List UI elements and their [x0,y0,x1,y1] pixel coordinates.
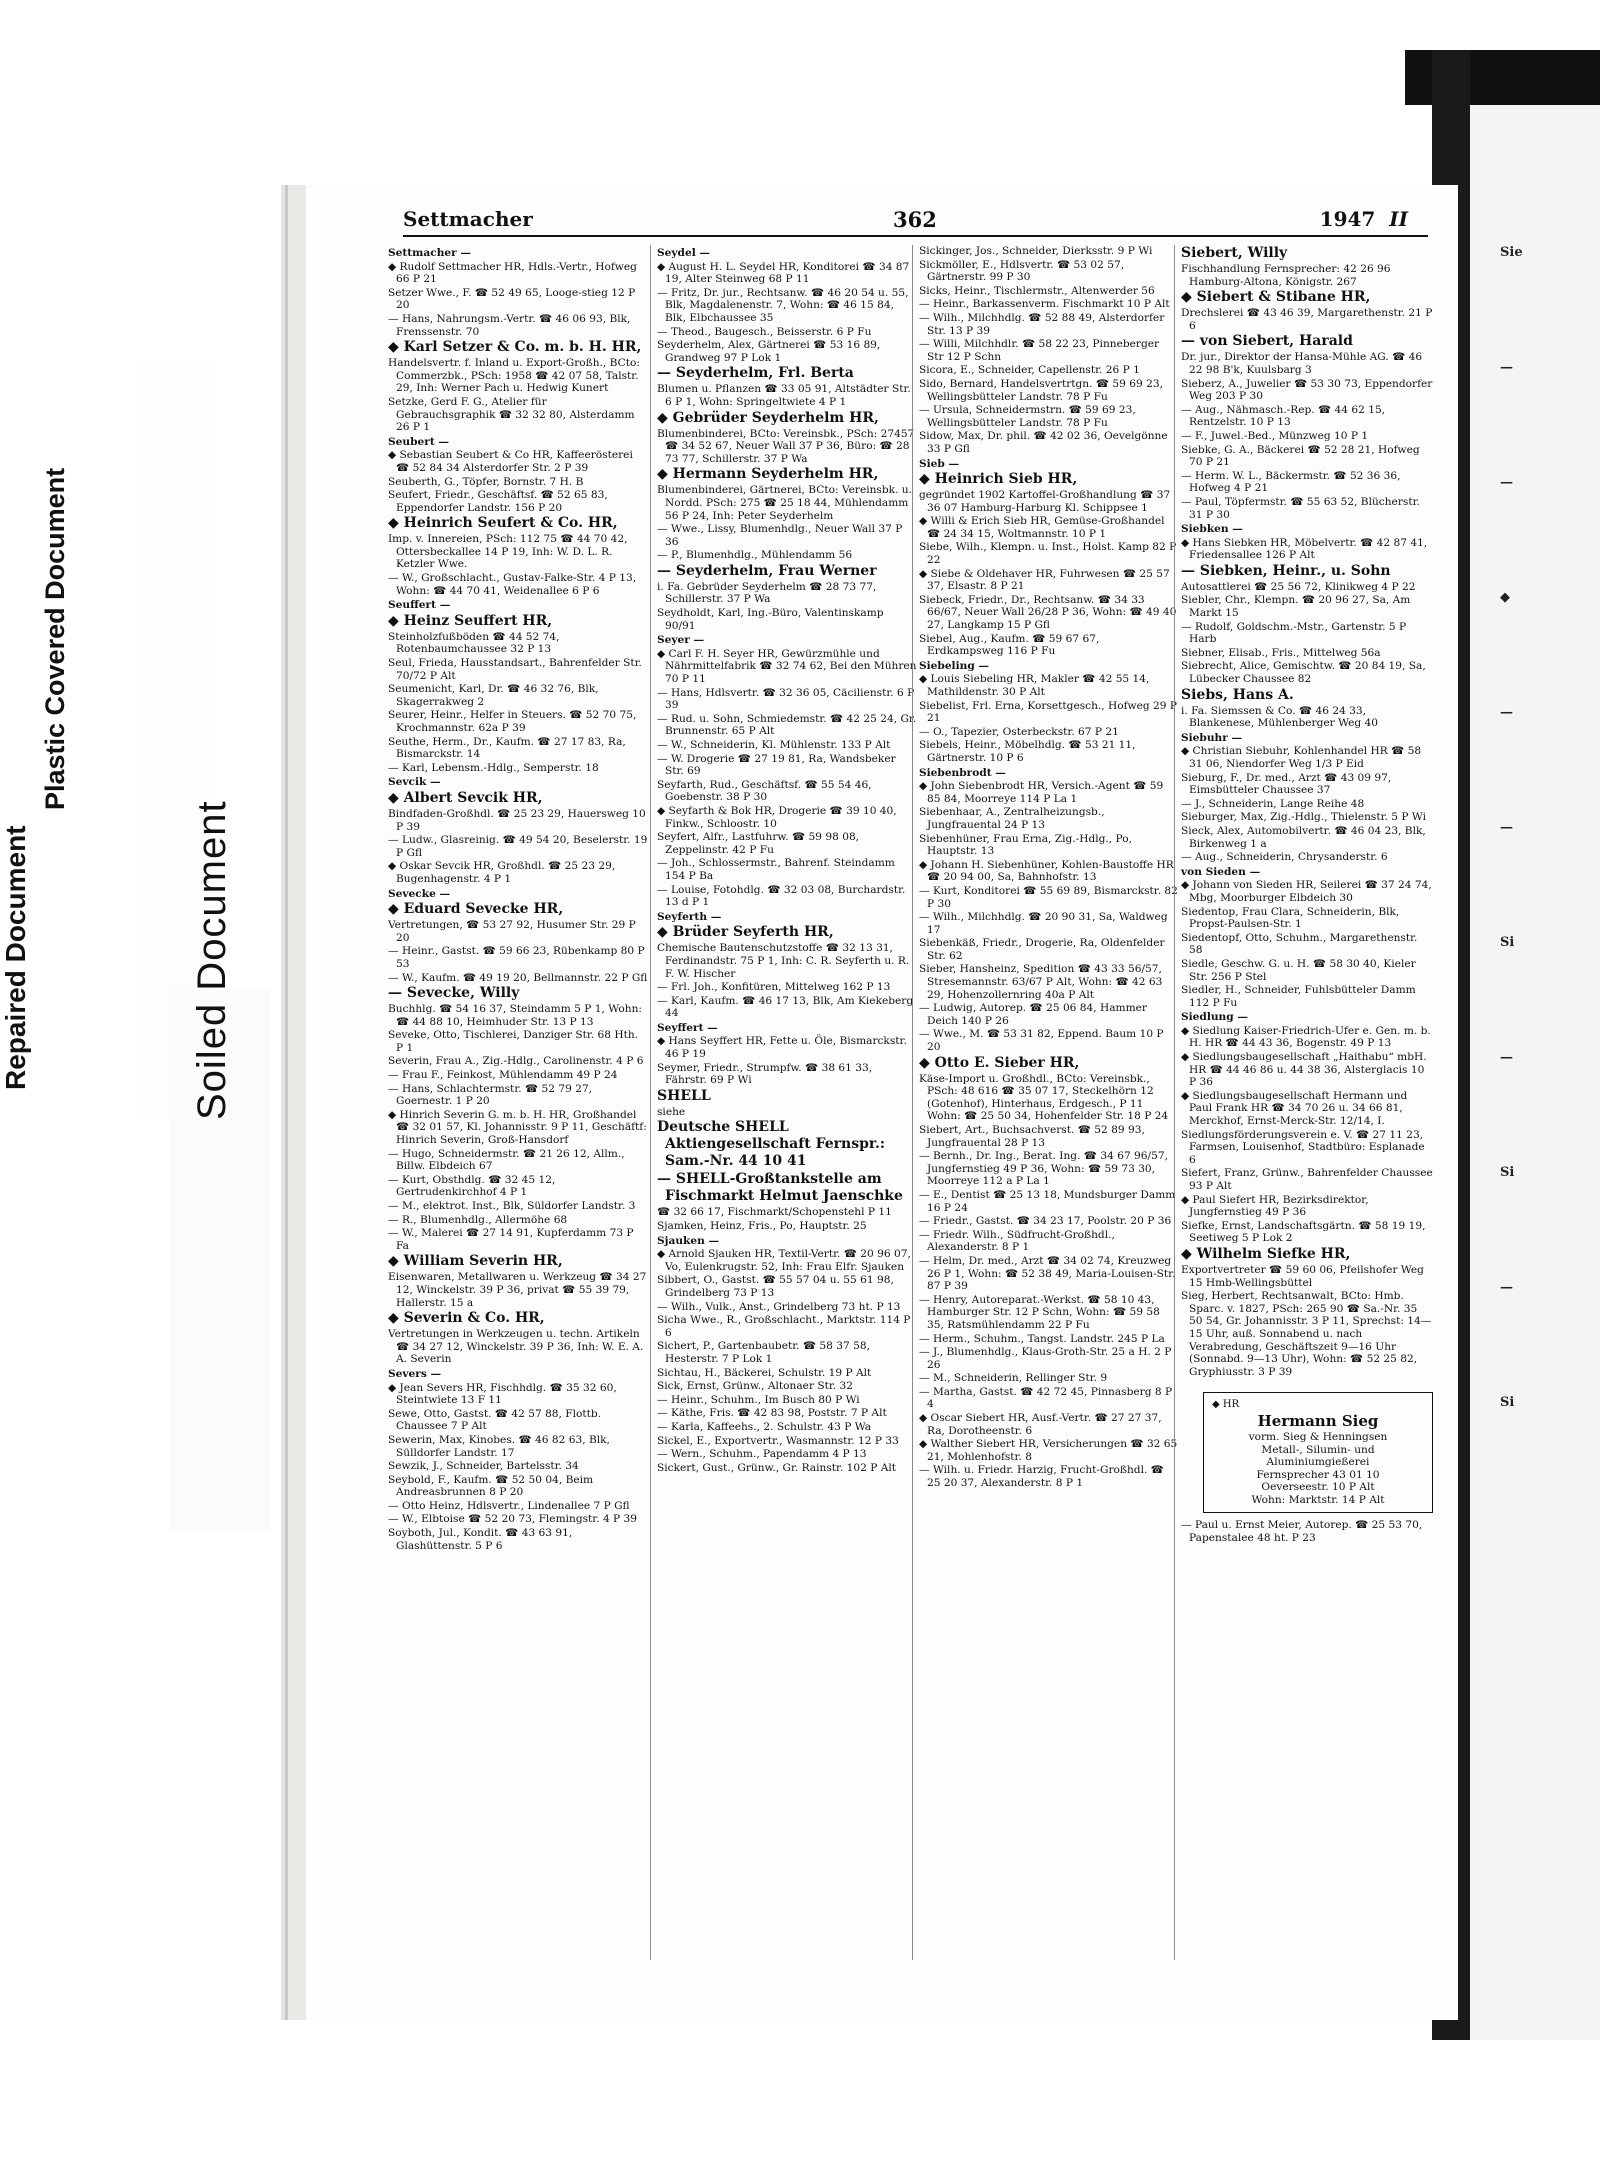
directory-entry: — Hugo, Schneidermstr. ☎ 21 26 12, Allm., Billw. Elbdeich 67 [388,1147,625,1173]
directory-entry: Steinholzfußböden ☎ 44 52 74, Rotenbaumchaussee 32 P 13 [388,630,560,656]
directory-entry: — Herm., Schuhm., Tangst. Landstr. 245 P La [919,1332,1165,1345]
directory-entry: — W., Elbtoise ☎ 52 20 73, Flemingstr. 4 P 39 [388,1513,638,1526]
directory-entry: Sieburg, F., Dr. med., Arzt ☎ 43 09 97, Eimsbütteler Chaussee 37 [1181,771,1392,797]
directory-entry: Sickmöller, E., Hdlsvertr. ☎ 53 02 57, Gärtnerstr. 99 P 30 [919,258,1125,284]
directory-entry: — Hans, Hdlsvertr. ☎ 32 36 05, Cäcilienstr. 6 P 39 [657,686,915,712]
directory-entry: — Käthe, Fris. ☎ 42 83 98, Poststr. 7 P Alt [657,1407,887,1420]
directory-entry: Sido, Bernard, Handelsvertrtgn. ☎ 59 69 23, Wellingsbütteler Landstr. 78 P Fu [919,377,1163,403]
directory-entry: — Ludw., Glasreinig. ☎ 49 54 20, Beselerstr. 19 P Gfl [388,834,648,859]
page-number: 362 [893,207,937,232]
directory-entry: Siebeck, Friedr., Dr., Rechtsanw. ☎ 34 33 66/67, Neuer Wall 26/28 P 36, Wohn: ☎ 49 40 27, Langkamp 15 P Gfl [919,593,1177,632]
adjacent-page-fragment: Sie [1500,245,1523,260]
directory-entry: Sichtau, H., Bäckerei, Schulstr. 19 P Alt [657,1366,872,1379]
directory-entry: — M., elektrot. Inst., Blk, Süldorfer Landstr. 3 [388,1200,636,1212]
directory-entry: Siebenhaar, A., Zentralheizungsb., Jungfrauental 24 P 13 [919,806,1105,831]
section-heading: Seubert — [388,435,449,448]
directory-entry: — R., Blumenhdlg., Allermöhe 68 [388,1213,568,1226]
directory-entry: Sewe, Otto, Gastst. ☎ 42 57 88, Flottb. Chaussee 7 P Alt [388,1407,602,1433]
directory-entry: ◆ Siedlungsbaugesellschaft „Haithabu“ mbH. HR ☎ 44 46 86 u. 44 38 36, Alsterglacis 10 P 36 [1181,1051,1427,1089]
directory-entry: Käse-Import u. Großhdl., BCto: Vereinsbk., PSch: 48 616 ☎ 35 07 17, Steckelhörn 12 (Gotenhof), Hinterhaus, Erdgesch., P 11 Wohn: ☎ 25 50 34, Hohenfelder Str. 18 P 24 [919,1072,1169,1123]
directory-entry: Seymer, Friedr., Strumpfw. ☎ 38 61 33, Fährstr. 69 P Wi [657,1061,873,1087]
directory-entry: Seyfert, Alfr., Lastfuhrw. ☎ 59 98 08, Zeppelinstr. 42 P Fu [657,831,860,856]
directory-entry: Fischhandlung Fernsprecher: 42 26 96 Hamburg-Altona, Königstr. 267 [1181,263,1391,288]
directory-entry: — Frl. Joh., Konfitüren, Mittelweg 162 P 13 [657,981,891,994]
directory-entry: — Ursula, Schneidermstrn. ☎ 59 69 23, Wellingsbütteler Landstr. 78 P Fu [919,404,1136,429]
directory-entry: ◆ Christian Siebuhr, Kohlenhandel HR ☎ 58 31 06, Niendorfer Weg 1/3 P Eid [1181,745,1422,770]
directory-entry: — Karla, Kaffeehs., 2. Schulstr. 43 P Wa [657,1420,872,1433]
directory-entry: Sicora, E., Schneider, Capellenstr. 26 P 1 [919,364,1140,377]
directory-entry: ◆ Karl Setzer & Co. m. b. H. HR, [388,339,642,356]
directory-entry: ◆ Heinrich Seufert & Co. HR, [388,515,618,532]
directory-entry: Siebrecht, Alice, Gemischtw. ☎ 20 84 19, Sa, Lübecker Chaussee 82 [1181,660,1426,686]
directory-entry: ◆ Jean Severs HR, Fischhdlg. ☎ 35 32 60, Steintwiete 13 F 11 [388,1381,617,1407]
directory-entry: ☎ 32 66 17, Fischmarkt/Schopenstehl P 11 [657,1206,892,1219]
directory-entry: Seuthe, Herm., Dr., Kaufm. ☎ 27 17 83, Ra, Bismarckstr. 14 [388,735,626,761]
column-1 [388,245,648,1960]
directory-entry: Siebert, Willy [1181,245,1288,261]
directory-entry: — Theod., Baugesch., Beisserstr. 6 P Fu [657,325,872,338]
section-heading: Sieb — [919,457,960,470]
directory-entry: — Heinr., Gastst. ☎ 59 66 23, Rübenkamp 80 P 53 [388,945,645,970]
section-heading: Sevecke — [388,887,451,900]
ad-line: Metall-, Silumin- und [1261,1443,1375,1456]
directory-entry: ◆ Rudolf Settmacher HR, Hdls.-Vertr., Hofweg 66 P 21 [388,260,637,286]
directory-entry: ◆ Hermann Seyderhelm HR, [657,466,879,483]
directory-entry: Sidow, Max, Dr. phil. ☎ 42 02 36, Oevelgönne 33 P Gfl [919,430,1168,455]
ad-line: Oeverseestr. 10 P Alt [1261,1481,1375,1494]
section-heading: Siebken — [1181,523,1243,536]
directory-entry: — Bernh., Dr. Ing., Berat. Ing. ☎ 34 67 96/57, Jungfernstieg 49 P 36, Wohn: ☎ 59 73 30, Moorreye 112 a P La 1 [919,1150,1168,1188]
section-heading: Seuffert — [388,599,451,612]
directory-entry: ◆ Gebrüder Seyderhelm HR, [657,409,879,426]
section-heading: Siedlung — [1181,1011,1248,1024]
ad-line: vorm. Sieg & Henningsen [1248,1430,1388,1443]
directory-entry: Sickel, E., Exportvertr., Wasmannstr. 12 P 33 [657,1434,899,1447]
directory-entry: Sieck, Alex, Automobilvertr. ☎ 46 04 23, Blk, Birkenweg 1 a [1181,824,1426,850]
directory-entry: ◆ Oscar Siebert HR, Ausf.-Vertr. ☎ 27 27 37, Ra, Dorotheenstr. 6 [919,1412,1162,1437]
directory-entry: — Kurt, Obsthdlg. ☎ 32 45 12, Gertrudenkirchhof 4 P 1 [388,1173,556,1199]
directory-entry: Sichert, P., Gartenbaubetr. ☎ 58 37 58, Hesterstr. 7 P Lok 1 [657,1340,870,1365]
directory-entry: — Otto Heinz, Hdlsvertr., Lindenallee 7 P Gfl [388,1499,630,1512]
section-heading: Seyffert — [657,1021,718,1034]
directory-entry: — Wilh., Vulk., Anst., Grindelberg 73 ht. P 13 [657,1300,901,1313]
directory-entry: Exportvertreter ☎ 59 60 06, Pfeilshofer Weg 15 Hmb-Wellingsbüttel [1181,1263,1424,1289]
directory-entry: — Aug., Nähmasch.-Rep. ☎ 44 62 15, Rentzelstr. 10 P 13 [1181,403,1386,429]
ad-mark: ◆ HR [1212,1399,1240,1411]
directory-entry: — Wilh., Milchhdlg. ☎ 20 90 31, Sa, Waldweg 17 [919,911,1168,936]
directory-entry: — O., Tapezier, Osterbeckstr. 67 P 21 [919,725,1119,738]
directory-entry: ◆ Louis Siebeling HR, Makler ☎ 42 55 14, Mathildenstr. 30 P Alt [919,673,1150,698]
directory-entry: i. Fa. Siemssen & Co. ☎ 46 24 33, Blankenese, Mühlenberger Weg 40 [1181,704,1379,730]
directory-entry: — von Siebert, Harald [1181,333,1353,350]
directory-entry: Setzer Wwe., F. ☎ 52 49 65, Looge-stieg 12 P 20 [388,286,636,312]
directory-entry: Seydholdt, Karl, Ing.-Büro, Valentinskamp 90/91 [657,607,884,632]
directory-entry: Siebels, Heinr., Möbelhdlg. ☎ 53 21 11, Gärtnerstr. 10 P 6 [919,739,1136,764]
directory-entry: Siefke, Ernst, Landschaftsgärtn. ☎ 58 19 19, Seetiweg 5 P Lok 2 [1181,1219,1426,1245]
directory-entry: ◆ William Severin HR, [388,1253,563,1270]
directory-entry: — F., Juwel.-Bed., Münzweg 10 P 1 [1181,429,1369,442]
directory-entry: ◆ Hinrich Severin G. m. b. H. HR, Großhandel ☎ 32 01 57, Kl. Johannisstr. 9 P 11, Geschäftf: Hinrich Severin, Groß-Hansdorf [388,1108,647,1147]
directory-entry: ◆ Siedlung Kaiser-Friedrich-Ufer e. Gen. m. b. H. HR ☎ 44 43 36, Bogenstr. 49 P 13 [1181,1024,1431,1050]
directory-entry: ◆ Johann H. Siebenhüner, Kohlen-Baustoffe HR ☎ 20 94 00, Sa, Bahnhofstr. 13 [919,858,1174,884]
soiled-document-label: Soiled Document [190,800,234,1120]
directory-entry: ◆ Heinrich Sieb HR, [919,471,1078,488]
directory-entry: — Fritz, Dr. jur., Rechtsanw. ☎ 46 20 54 u. 55, Blk, Magdalenenstr. 7, Wohn: ☎ 46 15 84, Blk, Elbchaussee 35 [657,286,909,324]
directory-entry: ◆ Eduard Sevecke HR, [388,901,564,918]
directory-entry: Handelsvertr. f. Inland u. Export-Großh., BCto: Commerzbk., PSch: 1958 ☎ 42 07 58, Talstr. 29, Inh: Werner Pach u. Hedwig Kunert [388,357,640,395]
directory-entry: — J., Blumenhdlg., Klaus-Groth-Str. 25 a H. 2 P 26 [919,1346,1172,1371]
directory-entry: ◆ Severin & Co. HR, [388,1310,545,1327]
section-heading: Seydel — [657,247,710,259]
section-heading: Seyferth — [657,910,722,923]
directory-entry: Seurer, Heinr., Helfer in Steuers. ☎ 52 70 75, Krochmannstr. 62a P 39 [388,709,637,734]
adjacent-page-fragment: ◆ [1500,590,1510,605]
directory-entry: Autosattlerei ☎ 25 56 72, Klinikweg 4 P 22 [1181,580,1416,593]
directory-entry: — W., Großschlacht., Gustav-Falke-Str. 4 P 13, Wohn: ☎ 44 70 41, Weidenallee 6 P 6 [388,572,637,597]
directory-entry: — W., Kaufm. ☎ 49 19 20, Bellmannstr. 22 P Gfl [388,971,648,984]
directory-entry: — Hans, Schlachtermstr. ☎ 52 79 27, Goernestr. 1 P 20 [388,1082,593,1108]
directory-entry: Sewzik, J., Schneider, Bartelsstr. 34 [388,1460,579,1473]
directory-entry: — E., Dentist ☎ 25 13 18, Mundsburger Damm 16 P 24 [919,1188,1176,1214]
adjacent-page-fragment: — [1500,820,1513,835]
section-heading: Siebenbrodt — [919,766,1006,779]
directory-entry: Siebert, Art., Buchsachverst. ☎ 52 89 93, Jungfrauental 28 P 13 [919,1124,1145,1149]
directory-entry: Sieg, Herbert, Rechtsanwalt, BCto: Hmb. Sparc. v. 1827, PSch: 265 90 ☎ Sa.-Nr. 35 50 54, Gr. Johannisstr. 3 P 11, Sprechst: 14—15 Uhr, auß. Sonnabend u. nach Verabredung, Geschäftszeit 9—16 Uhr (Sonnabd. 9—13 Uhr), Wohn: ☎ 52 25 82, Gryphiusstr. 3 P 39 [1181,1290,1432,1378]
adjacent-page-strip [1470,105,1600,2040]
plastic-covered-label: Plastic Covered Document [40,467,70,810]
directory-entry: Imp. v. Innereien, PSch: 112 75 ☎ 44 70 42, Ottersbeckallee 14 P 19, Inh: W. D. L. R. Ketzler Wwe. [388,533,628,571]
running-head: Settmacher [403,207,533,231]
directory-entry: Sjamken, Heinz, Fris., Po, Hauptstr. 25 [657,1220,867,1233]
directory-entry: — Helm, Dr. med., Arzt ☎ 34 02 74, Kreuzweg 26 P 1, Wohn: ☎ 52 38 49, Maria-Louisen-Str. 87 P 39 [919,1254,1176,1293]
directory-entry: Siebenhüner, Frau Erna, Zig.-Hdlg., Po, Hauptstr. 13 [919,832,1132,858]
directory-page [285,185,1458,2020]
directory-entry: Vertretungen, ☎ 53 27 92, Husumer Str. 29 P 20 [388,919,636,944]
directory-entry: Soyboth, Jul., Kondit. ☎ 43 63 91, Glashüttenstr. 5 P 6 [388,1527,573,1552]
directory-entry: — Rudolf, Goldschm.-Mstr., Gartenstr. 5 P Harb [1181,620,1407,646]
directory-entry: Sick, Ernst, Grünw., Altonaer Str. 32 [657,1380,854,1393]
directory-entry: Sicks, Heinr., Tischlermstr., Altenwerder 56 [919,284,1155,297]
directory-entry: Siebler, Chr., Klempn. ☎ 20 96 27, Sa, Am Markt 15 [1181,594,1411,620]
directory-entry: — Wern., Schuhm., Papendamm 4 P 13 [657,1448,867,1461]
directory-entry: — Seyderhelm, Frau Werner [657,562,877,579]
directory-entry: — Wwe., M. ☎ 53 31 82, Eppend. Baum 10 P 20 [919,1028,1164,1054]
directory-entry: ◆ Walther Siebert HR, Versicherungen ☎ 32 65 21, Mohlenhofstr. 8 [919,1438,1178,1463]
directory-entry: ◆ Johann von Sieden HR, Seilerei ☎ 37 24 74, Mbg, Moorburger Elbdeich 30 [1181,879,1432,904]
directory-columns [388,245,1433,1960]
directory-entry: Siebel, Aug., Kaufm. ☎ 59 67 67, Erdkampsweg 116 P Fu [919,632,1100,658]
section-heading: Sjauken — [657,1234,720,1247]
directory-entry: — Siebken, Heinr., u. Sohn [1181,562,1391,579]
adjacent-page-fragment: — [1500,1280,1513,1295]
directory-entry: Sickinger, Jos., Schneider, Dierksstr. 9 P Wi [919,245,1153,257]
directory-entry: Blumenbinderei, BCto: Vereinsbk., PSch: 27457 ☎ 34 52 67, Neuer Wall 37 P 36, Büro: ☎ 28 73 77, Schillerstr. 37 P Wa [657,427,915,465]
column-2 [650,245,917,1960]
directory-entry: — Kurt, Konditorei ☎ 55 69 89, Bismarckstr. 82 P 30 [919,884,1178,910]
directory-entry: — W., Schneiderin, Kl. Mühlenstr. 133 P Alt [657,739,891,751]
directory-entry: ◆ Siebert & Stibane HR, [1181,289,1371,306]
edition-year: 1947 II [1319,207,1408,231]
directory-entry: Sieburger, Max, Zig.-Hdlg., Thielenstr. 5 P Wi [1181,811,1426,824]
section-heading: Seyer — [657,634,705,647]
directory-entry: — Paul, Töpfermstr. ☎ 55 63 52, Blücherstr. 31 P 30 [1181,495,1420,521]
column-4 [1174,245,1433,1960]
directory-entry: Siefert, Franz, Grünw., Bahrenfelder Chaussee 93 P Alt [1181,1167,1433,1192]
directory-entry: — Heinr., Barkassenverm. Fischmarkt 10 P Alt [919,298,1170,311]
directory-entry: Severin, Frau A., Zig.-Hdlg., Carolinenstr. 4 P 6 [388,1055,644,1068]
directory-entry: Siebner, Elisab., Fris., Mittelweg 56a [1181,646,1381,659]
directory-entry: Siedler, H., Schneider, Fuhlsbütteler Damm 112 P Fu [1181,984,1416,1009]
directory-entry: Seul, Frieda, Hausstandsart., Bahrenfelder Str. 70/72 P Alt [388,657,642,682]
directory-entry: — Aug., Schneiderin, Chrysanderstr. 6 [1181,851,1388,864]
directory-entry: ◆ Paul Siefert HR, Bezirksdirektor, Jungfernstieg 49 P 36 [1181,1193,1369,1219]
directory-entry: Seveke, Otto, Tischlerei, Danziger Str. 68 Hth. P 1 [388,1029,639,1054]
directory-entry: — Wilh., Milchhdlg. ☎ 52 88 49, Alsterdorfer Str. 13 P 39 [919,311,1165,337]
directory-entry: Seyderhelm, Alex, Gärtnerei ☎ 53 16 89, Grandweg 97 P Lok 1 [657,339,881,364]
ad-line: Fernsprecher 43 01 10 [1256,1468,1380,1481]
page-header [403,207,1428,237]
directory-entry: siehe [657,1105,686,1118]
adjacent-page-fragment: Si [1500,1395,1515,1410]
directory-entry: Siebs, Hans A. [1181,686,1294,703]
section-heading: Settmacher — [388,247,472,259]
directory-entry: — Friedr., Gastst. ☎ 34 23 17, Poolstr. 20 P 36 [919,1215,1172,1228]
ad-line: Aluminiumgießerei [1266,1456,1370,1469]
directory-entry: Sieberz, A., Juwelier ☎ 53 30 73, Eppendorfer Weg 203 P 30 [1181,377,1433,403]
directory-entry: Sibbert, O., Gastst. ☎ 55 57 04 u. 55 61 98, Grindelberg 73 P 13 [657,1274,894,1299]
directory-entry: ◆ Arnold Sjauken HR, Textil-Vertr. ☎ 20 96 07, Vo, Eulenkrugstr. 52, Inh: Frau Elfr. Sjauken [657,1248,911,1273]
directory-entry: ◆ Hans Siebken HR, Möbelvertr. ☎ 42 87 41, Friedensallee 126 P Alt [1181,536,1428,562]
directory-entry: Buchhlg. ☎ 54 16 37, Steindamm 5 P 1, Wohn: ☎ 44 88 10, Heimhuder Str. 13 P 13 [388,1003,642,1028]
directory-entry: — Louise, Fotohdlg. ☎ 32 03 08, Burchardstr. 13 d P 1 [657,883,906,909]
directory-entry: — M., Schneiderin, Rellinger Str. 9 [919,1372,1108,1385]
section-heading: Severs — [388,1367,442,1380]
adjacent-page-fragment: Si [1500,1165,1515,1180]
ad-title: Hermann Sieg [1257,1411,1379,1430]
directory-entry: Seufert, Friedr., Geschäftsf. ☎ 52 65 83, Eppendorfer Landstr. 156 P 20 [388,489,608,514]
directory-entry: Siebenkäß, Friedr., Drogerie, Ra, Oldenfelder Str. 62 [919,937,1165,962]
directory-entry: Blumenbinderei, Gärtnerei, BCto: Vereinsbk. u. Nordd. PSch: 275 ☎ 25 18 44, Mühlendamm 56 P 24, Inh: Peter Seyderhelm [657,484,912,522]
directory-entry: — Frau F., Feinkost, Mühlendamm 49 P 24 [388,1069,618,1082]
directory-entry: Sicha Wwe., R., Großschlacht., Marktstr. 114 P 6 [657,1314,911,1339]
column-3 [912,245,1179,1960]
directory-entry: — W., Malerei ☎ 27 14 91, Kupferdamm 73 P Fa [388,1227,634,1252]
section-heading: Siebeling — [919,659,990,672]
directory-entry: — Rud. u. Sohn, Schmiedemstr. ☎ 42 25 24, Gr. Brunnenstr. 65 P Alt [657,712,917,738]
directory-entry: ◆ Sebastian Seubert & Co HR, Kaffeerösterei ☎ 52 84 34 Alsterdorfer Str. 2 P 39 [388,449,633,474]
directory-entry: Siedle, Geschw. G. u. H. ☎ 58 30 40, Kieler Str. 256 P Stel [1181,957,1416,983]
directory-entry: Seumenicht, Karl, Dr. ☎ 46 32 76, Blk, Skagerrakweg 2 [388,683,599,708]
directory-entry: — Ludwig, Autorep. ☎ 25 06 84, Hammer Deich 140 P 26 [919,1002,1147,1027]
directory-entry: — Sevecke, Willy [388,985,520,1002]
directory-entry: Siebke, G. A., Bäckerei ☎ 52 28 21, Hofweg 70 P 21 [1181,443,1420,469]
adjacent-page-fragment: — [1500,705,1513,720]
directory-entry: Siedentop, Frau Clara, Schneiderin, Blk, Propst-Paulsen-Str. 1 [1181,905,1400,931]
directory-entry: Siebe, Wilh., Klempn. u. Inst., Holst. Kamp 82 P 22 [919,541,1177,567]
section-heading: Sevcik — [388,776,441,789]
last-entry: — Paul u. Ernst Meier, Autorep. ☎ 25 53 70, Papenstalee 48 ht. P 23 [1181,1519,1423,1545]
directory-entry: i. Fa. Gebrüder Seyderhelm ☎ 28 73 77, Schillerstr. 37 P Wa [657,580,877,606]
ad-line: Wohn: Marktstr. 14 P Alt [1251,1493,1385,1506]
directory-entry: — Joh., Schlossermstr., Bahrenf. Steindamm 154 P Ba [657,857,895,882]
directory-entry: — SHELL-Großtankstelle am Fischmarkt Helmut Jaenschke [657,1171,903,1205]
directory-entry: — W. Drogerie ☎ 27 19 81, Ra, Wandsbeker Str. 69 [657,752,896,778]
adjacent-page-fragment: — [1500,1050,1513,1065]
directory-entry: ◆ John Siebenbrodt HR, Versich.-Agent ☎ 59 85 84, Moorreye 114 P La 1 [919,780,1164,805]
directory-entry: Siebelist, Frl. Erna, Korsettgesch., Hofweg 29 P 21 [919,699,1178,725]
directory-entry: Drechslerei ☎ 43 46 39, Margarethenstr. 21 P 6 [1181,307,1433,332]
directory-entry: ◆ Carl F. H. Seyer HR, Gewürzmühle und Nährmittelfabrik ☎ 32 74 62, Bei den Mühren 70 P 11 [657,647,917,686]
directory-entry: — Herm. W. L., Bäckermstr. ☎ 52 36 36, Hofweg 4 P 21 [1181,469,1401,495]
directory-entry: — Karl, Lebensm.-Hdlg., Semperstr. 18 [388,761,599,774]
directory-entry: Dr. jur., Direktor der Hansa-Mühle AG. ☎ 46 22 98 B'k, Kuulsbarg 3 [1181,351,1423,376]
directory-entry: — Hans, Nahrungsm.-Vertr. ☎ 46 06 93, Blk, Frenssenstr. 70 [388,312,631,338]
adjacent-page-fragment: — [1500,475,1513,490]
directory-entry: — Henry, Autoreparat.-Werkst. ☎ 58 10 43, Hamburger Str. 12 P Schn, Wohn: ☎ 59 58 35, Ratsmühlendamm 22 P Fu [919,1293,1160,1331]
directory-entry: — P., Blumenhdlg., Mühlendamm 56 [657,549,853,562]
directory-entry: Setzke, Gerd F. G., Atelier für Gebrauchsgraphik ☎ 32 32 80, Alsterdamm 26 P 1 [388,395,635,434]
directory-entry: — Karl, Kaufm. ☎ 46 17 13, Blk, Am Kiekeberg 44 [657,994,914,1020]
directory-entry: Eisenwaren, Metallwaren u. Werkzeug ☎ 34 27 12, Winckelstr. 39 P 36, privat ☎ 55 39 79, Hallerstr. 15 a [388,1271,647,1309]
directory-entry: ◆ August H. L. Seydel HR, Konditorei ☎ 34 87 19, Alter Steinweg 68 P 11 [657,260,910,286]
directory-entry: — Wwe., Lissy, Blumenhdlg., Neuer Wall 37 P 36 [657,523,903,548]
directory-entry: Seuberth, G., Töpfer, Bornstr. 7 H. B [388,475,584,488]
directory-entry: Sickert, Gust., Grünw., Gr. Rainstr. 102 P Alt [657,1461,897,1474]
directory-entry: ◆ Siedlungsbaugesellschaft Hermann und Paul Frank HR ☎ 34 70 26 u. 34 66 81, Merckhof, Ernst-Merck-Str. 12/14, I. [1181,1089,1408,1128]
directory-entry: Siedentopf, Otto, Schuhm., Margarethenstr. 58 [1181,931,1418,957]
directory-entry: ◆ Seyfarth & Bok HR, Drogerie ☎ 39 10 40, Finkw., Schloostr. 10 [657,804,897,830]
directory-entry: gegründet 1902 Kartoffel-Großhandlung ☎ 37 36 07 Hamburg-Harburg Kl. Schippsee 1 [919,489,1171,514]
directory-entry: SHELL [657,1087,711,1104]
directory-entry: — J., Schneiderin, Lange Reihe 48 [1181,797,1365,810]
directory-entry: — Seyderhelm, Frl. Berta [657,365,854,382]
directory-entry: Seybold, F., Kaufm. ☎ 52 50 04, Beim Andreasbrunnen 8 P 20 [388,1473,594,1499]
directory-entry: — Wilh. u. Friedr. Harzig, Frucht-Großhdl. ☎ 25 20 37, Alexanderstr. 8 P 1 [919,1464,1164,1490]
directory-entry: ◆ Willi & Erich Sieb HR, Gemüse-Großhandel ☎ 24 34 15, Woltmannstr. 10 P 1 [919,515,1165,540]
directory-entry: ◆ Oskar Sevcik HR, Großhdl. ☎ 25 23 29, Bugenhagenstr. 4 P 1 [388,860,616,885]
directory-entry: ◆ Siebe & Oldehaver HR, Fuhrwesen ☎ 25 57 37, Elsastr. 8 P 21 [919,567,1170,593]
advertisement-box [1203,1392,1433,1513]
directory-entry: ◆ Albert Sevcik HR, [388,789,543,806]
directory-entry: — Heinr., Schuhm., Im Busch 80 P Wi [657,1393,860,1406]
directory-entry: ◆ Heinz Seuffert HR, [388,612,553,629]
directory-entry: — Friedr. Wilh., Südfrucht-Großhdl., Alexanderstr. 8 P 1 [919,1228,1115,1254]
directory-entry: Bindfaden-Großhdl. ☎ 25 23 29, Hauersweg 10 P 39 [388,807,646,833]
directory-entry: ◆ Hans Seyffert HR, Fette u. Öle, Bismarckstr. 46 P 19 [657,1035,907,1061]
directory-entry: — Martha, Gastst. ☎ 42 72 45, Pinnasberg 8 P 4 [919,1385,1173,1411]
directory-entry: Vertretungen in Werkzeugen u. techn. Artikeln ☎ 34 27 12, Winckelstr. 39 P 36, Inh: W. E. A. A. Severin [388,1328,644,1366]
adjacent-page-fragment: Si [1500,935,1515,950]
directory-entry: ◆ Otto E. Sieber HR, [919,1054,1080,1071]
adjacent-page-fragment: — [1500,360,1513,375]
directory-entry: Seyfarth, Rud., Geschäftsf. ☎ 55 54 46, Goebenstr. 38 P 30 [657,778,872,804]
directory-entry: Sewerin, Max, Kinobes. ☎ 46 82 63, Blk, Sülldorfer Landstr. 17 [388,1433,610,1459]
directory-entry: Chemische Bautenschutzstoffe ☎ 32 13 31, Ferdinandstr. 75 P 1, Inh: C. R. Seyferth u. R. F. W. Hischer [657,942,910,980]
repaired-document-label: Repaired Document [0,825,31,1090]
directory-entry: ◆ Brüder Seyferth HR, [657,924,834,941]
section-heading: von Sieden — [1181,865,1261,878]
directory-entry: Sieber, Hansheinz, Spedition ☎ 43 33 56/57, Stresemannstr. 63/67 P Alt, Wohn: ☎ 42 63 29, Hohenzollernring 40a P Alt [919,963,1163,1001]
directory-entry: Deutsche SHELL Aktiengesellschaft Fernspr.: Sam.-Nr. 44 10 41 [657,1119,886,1170]
section-heading: Siebuhr — [1181,731,1243,744]
directory-entry: ◆ Wilhelm Siefke HR, [1181,1245,1351,1262]
directory-entry: Siedlungsförderungsverein e. V. ☎ 27 11 23, Farmsen, Louisenhof, Stadtbüro: Esplanade 6 [1181,1128,1425,1166]
directory-entry: — Willi, Milchhdlr. ☎ 58 22 23, Pinneberger Str 12 P Schn [919,338,1160,363]
directory-entry: Blumen u. Pflanzen ☎ 33 05 91, Altstädter Str. 6 P 1, Wohn: Springeltwiete 4 P 1 [657,383,911,408]
